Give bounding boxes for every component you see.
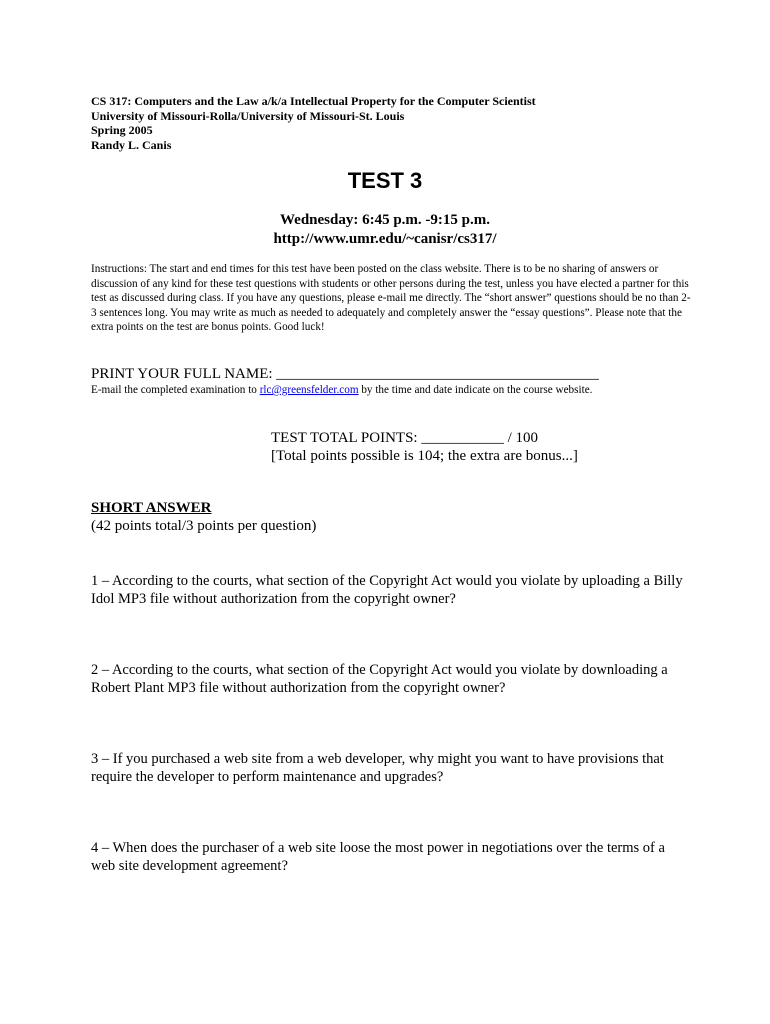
question-3: 3 – If you purchased a web site from a web developer, why might you want to have provisions that require the developer to perform maintenance and upgrades?: [91, 751, 664, 785]
semester: Spring 2005: [91, 123, 153, 138]
question-2: 2 – According to the courts, what section of the Copyright Act would you violate by downloading a Robert Plant MP3 file without authorization from the copyright owner?: [91, 662, 668, 696]
email-link[interactable]: rlc@greensfelder.com: [259, 384, 359, 396]
test-schedule: Wednesday: 6:45 p.m. -9:15 p.m.: [279, 212, 490, 228]
university-name: University of Missouri-Rolla/University of Missouri-St. Louis: [91, 108, 405, 123]
email-suffix: by the time and date indicate on the course website.: [358, 384, 593, 396]
question-1: 1 – According to the courts, what section of the Copyright Act would you violate by uploading a Billy Idol MP3 file without authorization from the copyright owner?: [91, 573, 683, 607]
test-title: TEST 3: [347, 168, 423, 193]
course-url: http://www.umr.edu/~canisr/cs317/: [273, 231, 497, 247]
total-points-note: [Total points possible is 104; the extra are bonus...]: [271, 448, 578, 464]
email-prefix: E-mail the completed examination to: [91, 384, 260, 396]
question-4: 4 – When does the purchaser of a web site loose the most power in negotiations over the terms of a web site development agreement?: [91, 840, 665, 874]
instructor-name: Randy L. Canis: [91, 138, 172, 153]
section-title: SHORT ANSWER: [91, 500, 212, 516]
print-name-field[interactable]: PRINT YOUR FULL NAME: ___________________________________________: [91, 366, 599, 382]
total-points-line: TEST TOTAL POINTS: ___________ / 100: [271, 430, 539, 446]
test-totals: [271, 429, 578, 465]
instructions: Instructions: The start and end times for this test have been posted on the class website. There is to be no sharing of answers or discussion of any kind for these test questions with students or other persons during the test, unless you have elected a partner for this test as discussed during class. If you have any questions, please e-mail me directly. The “short answer” questions should be no than 2-3 sentences long. You may write as much as needed to adequately and completely answer the “essay questions”. Please note that the extra points on the test are bonus points. Good luck!: [91, 263, 691, 334]
course-header: [91, 94, 536, 153]
email-instructions: [91, 384, 592, 396]
section-subtitle: (42 points total/3 points per question): [91, 518, 317, 534]
course-title: CS 317: Computers and the Law a/k/a Intellectual Property for the Computer Scientist: [91, 94, 536, 108]
